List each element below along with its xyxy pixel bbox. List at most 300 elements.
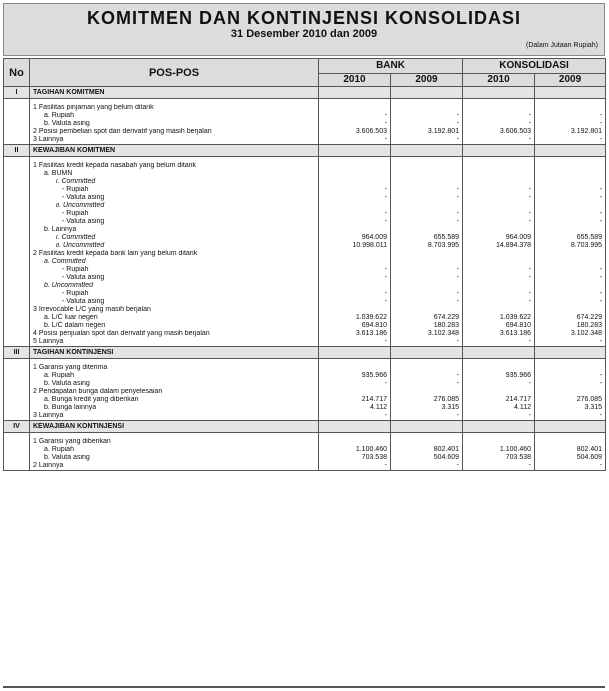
row-no-cell bbox=[4, 104, 30, 112]
row-label: 5 Lainnya bbox=[30, 338, 319, 347]
value-bank-2010: - bbox=[319, 338, 391, 347]
row-label: i. Committed bbox=[30, 234, 319, 242]
value-bank-2010: - bbox=[319, 194, 391, 202]
value-kons-2010: 1.039.622 bbox=[463, 314, 535, 322]
table-row bbox=[4, 136, 606, 145]
value-bank-2009: 276.085 bbox=[391, 396, 463, 404]
col-header-pos: POS-POS bbox=[30, 59, 319, 87]
value-kons-2010 bbox=[463, 282, 535, 290]
row-label: 1 Fasilitas kredit kepada nasabah yang belum ditarik bbox=[30, 162, 319, 170]
value-bank-2010: 964.009 bbox=[319, 234, 391, 242]
table-row bbox=[4, 412, 606, 421]
value-kons-2009 bbox=[535, 250, 606, 258]
value-kons-2010: - bbox=[463, 290, 535, 298]
row-label: - Valuta asing bbox=[30, 218, 319, 226]
row-label: b. Bunga lainnya bbox=[30, 404, 319, 412]
section-cell bbox=[463, 347, 535, 359]
value-bank-2010: - bbox=[319, 136, 391, 145]
value-kons-2009: 180.283 bbox=[535, 322, 606, 330]
value-kons-2009: - bbox=[535, 380, 606, 388]
row-label: 2 Posisi pembelian spot dan derivatif yang masih berjalan bbox=[30, 128, 319, 136]
section-row bbox=[4, 87, 606, 99]
section-cell bbox=[535, 421, 606, 433]
table-row bbox=[4, 194, 606, 202]
row-label: 3 Lainnya bbox=[30, 136, 319, 145]
value-kons-2010: 694.810 bbox=[463, 322, 535, 330]
value-kons-2009 bbox=[535, 306, 606, 314]
value-kons-2009: 3.315 bbox=[535, 404, 606, 412]
value-kons-2009: 276.085 bbox=[535, 396, 606, 404]
value-kons-2010 bbox=[463, 104, 535, 112]
row-label: - Rupiah bbox=[30, 290, 319, 298]
value-bank-2009: - bbox=[391, 136, 463, 145]
value-bank-2009 bbox=[391, 250, 463, 258]
value-kons-2009 bbox=[535, 162, 606, 170]
table-row bbox=[4, 242, 606, 250]
value-bank-2010 bbox=[319, 170, 391, 178]
row-no-cell bbox=[4, 136, 30, 145]
value-kons-2009 bbox=[535, 202, 606, 210]
value-kons-2010 bbox=[463, 170, 535, 178]
row-label: ii. Uncommitted bbox=[30, 202, 319, 210]
row-no-cell bbox=[4, 120, 30, 128]
value-kons-2009: 504.609 bbox=[535, 454, 606, 462]
value-kons-2010: 4.112 bbox=[463, 404, 535, 412]
value-bank-2009: - bbox=[391, 266, 463, 274]
row-no-cell bbox=[4, 226, 30, 234]
value-bank-2009: 8.703.995 bbox=[391, 242, 463, 250]
value-kons-2010 bbox=[463, 306, 535, 314]
table-row bbox=[4, 210, 606, 218]
row-no-cell bbox=[4, 338, 30, 347]
value-kons-2010: - bbox=[463, 380, 535, 388]
value-kons-2010: - bbox=[463, 298, 535, 306]
row-no-cell bbox=[4, 372, 30, 380]
value-bank-2010: 1.039.622 bbox=[319, 314, 391, 322]
value-kons-2009 bbox=[535, 170, 606, 178]
table-row bbox=[4, 266, 606, 274]
value-bank-2009 bbox=[391, 438, 463, 446]
section-cell bbox=[391, 421, 463, 433]
value-bank-2009: 3.102.348 bbox=[391, 330, 463, 338]
value-bank-2009: 674.229 bbox=[391, 314, 463, 322]
value-kons-2010 bbox=[463, 202, 535, 210]
value-bank-2010: - bbox=[319, 186, 391, 194]
value-kons-2010: - bbox=[463, 274, 535, 282]
value-bank-2010: 4.112 bbox=[319, 404, 391, 412]
section-cell bbox=[535, 145, 606, 157]
value-kons-2010: - bbox=[463, 120, 535, 128]
table-row bbox=[4, 104, 606, 112]
value-kons-2009: 674.229 bbox=[535, 314, 606, 322]
row-label: i. Committed bbox=[30, 178, 319, 186]
value-kons-2010 bbox=[463, 388, 535, 396]
value-bank-2009: - bbox=[391, 120, 463, 128]
value-kons-2009: 3.102.348 bbox=[535, 330, 606, 338]
table-row bbox=[4, 338, 606, 347]
value-bank-2009: 180.283 bbox=[391, 322, 463, 330]
value-bank-2010 bbox=[319, 282, 391, 290]
table-row bbox=[4, 396, 606, 404]
row-label: - Valuta asing bbox=[30, 194, 319, 202]
value-bank-2009: - bbox=[391, 194, 463, 202]
value-bank-2009 bbox=[391, 202, 463, 210]
value-kons-2009 bbox=[535, 438, 606, 446]
section-title: TAGIHAN KOMITMEN bbox=[30, 87, 319, 99]
row-no-cell bbox=[4, 210, 30, 218]
value-bank-2010: - bbox=[319, 274, 391, 282]
section-row bbox=[4, 421, 606, 433]
value-bank-2010: - bbox=[319, 462, 391, 471]
value-bank-2009: - bbox=[391, 372, 463, 380]
value-bank-2009: - bbox=[391, 218, 463, 226]
row-label: 4 Posisi penjualan spot dan derivatif yang masih berjalan bbox=[30, 330, 319, 338]
table-row bbox=[4, 380, 606, 388]
table-body bbox=[4, 87, 606, 471]
value-bank-2010: - bbox=[319, 210, 391, 218]
table-row bbox=[4, 234, 606, 242]
section-number: II bbox=[4, 145, 30, 157]
value-bank-2010: - bbox=[319, 412, 391, 421]
row-label: 2 Pendapatan bunga dalam penyelesaian bbox=[30, 388, 319, 396]
col-header-kons-2010: 2010 bbox=[463, 74, 535, 87]
col-header-bank-2009: 2009 bbox=[391, 74, 463, 87]
table-row bbox=[4, 330, 606, 338]
value-kons-2010: 214.717 bbox=[463, 396, 535, 404]
table-row bbox=[4, 162, 606, 170]
value-kons-2010: - bbox=[463, 338, 535, 347]
value-bank-2009: 504.609 bbox=[391, 454, 463, 462]
row-label: b. Valuta asing bbox=[30, 454, 319, 462]
value-kons-2010: 3.613.186 bbox=[463, 330, 535, 338]
value-bank-2009: - bbox=[391, 186, 463, 194]
value-bank-2010 bbox=[319, 162, 391, 170]
row-label: - Rupiah bbox=[30, 210, 319, 218]
section-cell bbox=[463, 87, 535, 99]
col-header-kons-2009: 2009 bbox=[535, 74, 606, 87]
row-label: - Valuta asing bbox=[30, 298, 319, 306]
row-label: a. Bunga kredit yang diberikan bbox=[30, 396, 319, 404]
value-bank-2009 bbox=[391, 170, 463, 178]
value-bank-2010: - bbox=[319, 380, 391, 388]
row-no-cell bbox=[4, 250, 30, 258]
row-label: 2 Fasilitas kredit kepada bank lain yang belum ditarik bbox=[30, 250, 319, 258]
value-kons-2009: - bbox=[535, 194, 606, 202]
value-bank-2009: 3.192.801 bbox=[391, 128, 463, 136]
value-kons-2010: - bbox=[463, 266, 535, 274]
value-bank-2010: - bbox=[319, 218, 391, 226]
table-row bbox=[4, 322, 606, 330]
section-number: I bbox=[4, 87, 30, 99]
row-label: - Valuta asing bbox=[30, 274, 319, 282]
value-kons-2010 bbox=[463, 250, 535, 258]
row-no-cell bbox=[4, 462, 30, 471]
table-row bbox=[4, 306, 606, 314]
row-no-cell bbox=[4, 446, 30, 454]
value-kons-2009: 8.703.995 bbox=[535, 242, 606, 250]
row-no-cell bbox=[4, 178, 30, 186]
value-kons-2009: - bbox=[535, 462, 606, 471]
value-kons-2009: - bbox=[535, 274, 606, 282]
col-header-bank: BANK bbox=[319, 59, 463, 74]
value-kons-2010: 935.966 bbox=[463, 372, 535, 380]
section-cell bbox=[391, 145, 463, 157]
value-kons-2010: - bbox=[463, 186, 535, 194]
bottom-rule bbox=[3, 686, 605, 688]
value-bank-2010 bbox=[319, 258, 391, 266]
value-bank-2009: 802.401 bbox=[391, 446, 463, 454]
value-kons-2009 bbox=[535, 178, 606, 186]
row-no-cell bbox=[4, 396, 30, 404]
value-kons-2009 bbox=[535, 282, 606, 290]
value-kons-2010 bbox=[463, 364, 535, 372]
section-cell bbox=[319, 87, 391, 99]
value-bank-2010: 3.606.503 bbox=[319, 128, 391, 136]
value-kons-2010 bbox=[463, 258, 535, 266]
row-no-cell bbox=[4, 112, 30, 120]
section-title: TAGIHAN KONTINJENSI bbox=[30, 347, 319, 359]
row-no-cell bbox=[4, 186, 30, 194]
section-cell bbox=[463, 421, 535, 433]
row-label: 3 Irrevocable L/C yang masih berjalan bbox=[30, 306, 319, 314]
row-no-cell bbox=[4, 306, 30, 314]
value-bank-2010 bbox=[319, 202, 391, 210]
row-no-cell bbox=[4, 282, 30, 290]
row-label: a. Rupiah bbox=[30, 372, 319, 380]
table-row bbox=[4, 218, 606, 226]
table-row bbox=[4, 258, 606, 266]
value-kons-2010: - bbox=[463, 194, 535, 202]
value-bank-2010 bbox=[319, 388, 391, 396]
value-bank-2009 bbox=[391, 258, 463, 266]
value-bank-2009: - bbox=[391, 412, 463, 421]
value-kons-2009: - bbox=[535, 136, 606, 145]
row-no-cell bbox=[4, 322, 30, 330]
table-row bbox=[4, 462, 606, 471]
value-kons-2010: - bbox=[463, 136, 535, 145]
value-bank-2010 bbox=[319, 104, 391, 112]
commitments-table bbox=[3, 58, 606, 471]
value-kons-2009: 655.589 bbox=[535, 234, 606, 242]
table-row bbox=[4, 120, 606, 128]
row-no-cell bbox=[4, 162, 30, 170]
value-kons-2010 bbox=[463, 226, 535, 234]
section-cell bbox=[535, 87, 606, 99]
value-bank-2010 bbox=[319, 250, 391, 258]
value-kons-2010: - bbox=[463, 210, 535, 218]
table-row bbox=[4, 178, 606, 186]
row-label: 1 Garansi yang diterima bbox=[30, 364, 319, 372]
value-bank-2010: 935.966 bbox=[319, 372, 391, 380]
value-bank-2010 bbox=[319, 438, 391, 446]
value-kons-2009: - bbox=[535, 210, 606, 218]
value-kons-2010: 3.606.503 bbox=[463, 128, 535, 136]
row-no-cell bbox=[4, 218, 30, 226]
value-kons-2009: - bbox=[535, 266, 606, 274]
section-number: III bbox=[4, 347, 30, 359]
value-bank-2009 bbox=[391, 178, 463, 186]
row-label: a. Rupiah bbox=[30, 446, 319, 454]
value-bank-2009 bbox=[391, 282, 463, 290]
value-kons-2010: - bbox=[463, 112, 535, 120]
row-no-cell bbox=[4, 242, 30, 250]
value-kons-2009: 3.192.801 bbox=[535, 128, 606, 136]
table-row bbox=[4, 446, 606, 454]
row-no-cell bbox=[4, 298, 30, 306]
row-label: 3 Lainnya bbox=[30, 412, 319, 421]
section-cell bbox=[319, 347, 391, 359]
value-bank-2010 bbox=[319, 178, 391, 186]
table-row bbox=[4, 226, 606, 234]
report-subtitle: 31 Desember 2010 dan 2009 bbox=[230, 28, 378, 40]
section-cell bbox=[535, 347, 606, 359]
table-row bbox=[4, 438, 606, 446]
row-no-cell bbox=[4, 194, 30, 202]
value-bank-2010: 1.100.460 bbox=[319, 446, 391, 454]
row-no-cell bbox=[4, 412, 30, 421]
value-bank-2009 bbox=[391, 104, 463, 112]
value-bank-2009: - bbox=[391, 274, 463, 282]
value-bank-2009: 655.589 bbox=[391, 234, 463, 242]
row-no-cell bbox=[4, 258, 30, 266]
row-label: - Rupiah bbox=[30, 266, 319, 274]
row-no-cell bbox=[4, 438, 30, 446]
row-no-cell bbox=[4, 234, 30, 242]
table-row bbox=[4, 274, 606, 282]
row-label: b. Valuta asing bbox=[30, 120, 319, 128]
value-kons-2010: - bbox=[463, 462, 535, 471]
section-title: KEWAJIBAN KOMITMEN bbox=[30, 145, 319, 157]
value-bank-2009: - bbox=[391, 298, 463, 306]
value-kons-2010: 703.538 bbox=[463, 454, 535, 462]
value-bank-2009: - bbox=[391, 380, 463, 388]
value-bank-2009: 3.315 bbox=[391, 404, 463, 412]
table-row bbox=[4, 112, 606, 120]
value-kons-2009: - bbox=[535, 186, 606, 194]
value-bank-2009 bbox=[391, 306, 463, 314]
row-label: - Rupiah bbox=[30, 186, 319, 194]
value-kons-2009 bbox=[535, 258, 606, 266]
table-row bbox=[4, 290, 606, 298]
value-kons-2009 bbox=[535, 364, 606, 372]
row-no-cell bbox=[4, 330, 30, 338]
table-row bbox=[4, 202, 606, 210]
col-header-bank-2010: 2010 bbox=[319, 74, 391, 87]
table-row bbox=[4, 128, 606, 136]
value-kons-2010: 964.009 bbox=[463, 234, 535, 242]
row-no-cell bbox=[4, 380, 30, 388]
row-label: b. Valuta asing bbox=[30, 380, 319, 388]
value-kons-2009: 802.401 bbox=[535, 446, 606, 454]
row-label: 2 Lainnya bbox=[30, 462, 319, 471]
value-kons-2009: - bbox=[535, 298, 606, 306]
value-kons-2009: - bbox=[535, 218, 606, 226]
value-kons-2010 bbox=[463, 438, 535, 446]
table-row bbox=[4, 388, 606, 396]
section-title: KEWAJIBAN KONTINJENSI bbox=[30, 421, 319, 433]
value-bank-2009: - bbox=[391, 290, 463, 298]
value-bank-2009 bbox=[391, 226, 463, 234]
table-row bbox=[4, 170, 606, 178]
report-title: KOMITMEN DAN KONTINJENSI KONSOLIDASI bbox=[86, 8, 521, 28]
section-cell bbox=[391, 87, 463, 99]
table-row bbox=[4, 372, 606, 380]
value-bank-2010: 3.613.186 bbox=[319, 330, 391, 338]
value-bank-2010: - bbox=[319, 298, 391, 306]
section-number: IV bbox=[4, 421, 30, 433]
value-bank-2010: 214.717 bbox=[319, 396, 391, 404]
value-bank-2010: 10.998.011 bbox=[319, 242, 391, 250]
value-bank-2010 bbox=[319, 226, 391, 234]
report-header bbox=[3, 3, 605, 56]
value-kons-2009: - bbox=[535, 290, 606, 298]
value-bank-2010: - bbox=[319, 266, 391, 274]
table-row bbox=[4, 282, 606, 290]
statement-table-wrapper bbox=[3, 58, 605, 471]
value-bank-2009: - bbox=[391, 112, 463, 120]
table-row bbox=[4, 250, 606, 258]
value-kons-2009: - bbox=[535, 372, 606, 380]
row-label: a. Rupiah bbox=[30, 112, 319, 120]
table-row bbox=[4, 454, 606, 462]
value-bank-2010: - bbox=[319, 112, 391, 120]
value-kons-2010: - bbox=[463, 218, 535, 226]
value-kons-2009: - bbox=[535, 338, 606, 347]
table-row bbox=[4, 314, 606, 322]
row-no-cell bbox=[4, 314, 30, 322]
table-row bbox=[4, 404, 606, 412]
row-no-cell bbox=[4, 388, 30, 396]
row-label: b. Lainnya bbox=[30, 226, 319, 234]
value-bank-2009: - bbox=[391, 210, 463, 218]
value-bank-2009 bbox=[391, 388, 463, 396]
row-no-cell bbox=[4, 266, 30, 274]
row-label: b. L/C dalam negeri bbox=[30, 322, 319, 330]
unit-note: (Dalam Jutaan Rupiah) bbox=[526, 42, 598, 49]
section-cell bbox=[319, 145, 391, 157]
section-row bbox=[4, 145, 606, 157]
value-kons-2009 bbox=[535, 388, 606, 396]
row-no-cell bbox=[4, 274, 30, 282]
row-label: a. BUMN bbox=[30, 170, 319, 178]
value-bank-2009 bbox=[391, 364, 463, 372]
row-label: a. L/C luar negeri bbox=[30, 314, 319, 322]
value-kons-2009 bbox=[535, 104, 606, 112]
value-kons-2009 bbox=[535, 226, 606, 234]
col-header-konsolidasi: KONSOLIDASI bbox=[463, 59, 606, 74]
value-bank-2010: - bbox=[319, 120, 391, 128]
row-no-cell bbox=[4, 170, 30, 178]
table-row bbox=[4, 364, 606, 372]
section-cell bbox=[319, 421, 391, 433]
value-bank-2010: - bbox=[319, 290, 391, 298]
section-row bbox=[4, 347, 606, 359]
value-kons-2009: - bbox=[535, 112, 606, 120]
row-label: 1 Garansi yang diberikan bbox=[30, 438, 319, 446]
value-bank-2010: 694.810 bbox=[319, 322, 391, 330]
row-label: ii. Uncommitted bbox=[30, 242, 319, 250]
value-bank-2009 bbox=[391, 162, 463, 170]
row-label: a. Committed bbox=[30, 258, 319, 266]
value-kons-2010: - bbox=[463, 412, 535, 421]
col-header-no: No bbox=[4, 59, 30, 87]
row-no-cell bbox=[4, 404, 30, 412]
value-kons-2009: - bbox=[535, 120, 606, 128]
row-no-cell bbox=[4, 364, 30, 372]
value-kons-2010: 14.894.378 bbox=[463, 242, 535, 250]
row-no-cell bbox=[4, 128, 30, 136]
table-row bbox=[4, 298, 606, 306]
